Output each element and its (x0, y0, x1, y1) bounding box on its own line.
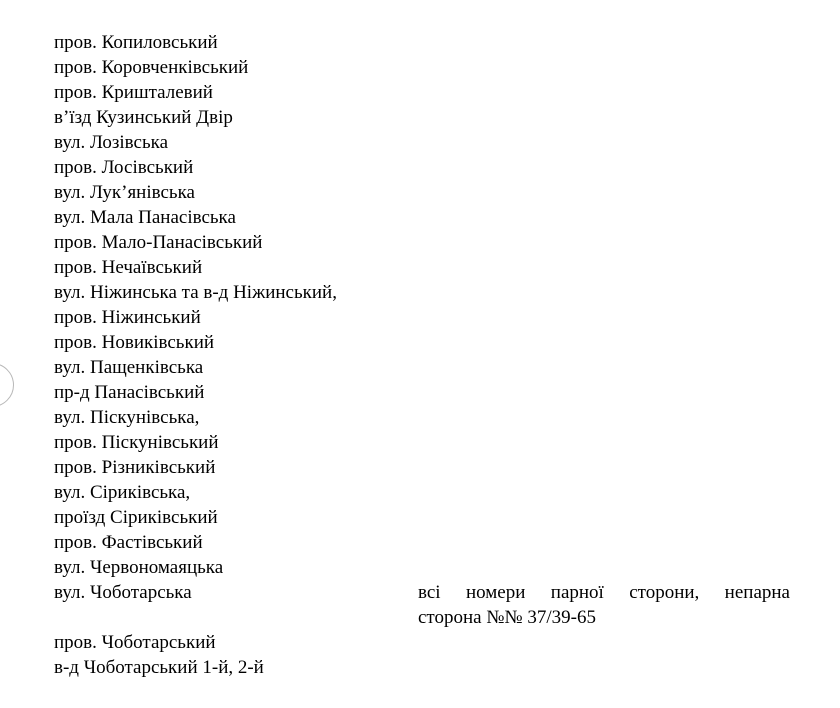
street-item: вул. Ніжинська та в-д Ніжинський, (54, 282, 337, 303)
street-item: в-д Чоботарський 1-й, 2-й (54, 657, 264, 678)
street-item: пров. Фастівський (54, 532, 203, 553)
note-line-2: сторона №№ 37/39-65 (418, 607, 596, 628)
street-item: пров. Нечаївський (54, 257, 203, 278)
street-item: проїзд Сіриківський (54, 507, 218, 528)
street-item: вул. Пащенківська (54, 357, 204, 378)
street-item: вул. Лозівська (54, 132, 168, 153)
circle-icon (0, 363, 14, 407)
street-item: пров. Копиловський (54, 32, 218, 53)
house-numbers-note (418, 580, 790, 630)
street-item: пров. Різниківський (54, 457, 216, 478)
street-item: вул. Мала Панасівська (54, 207, 236, 228)
street-item: пров. Коровченківський (54, 57, 249, 78)
street-item: пров. Чоботарський (54, 632, 216, 653)
street-item: пров. Мало-Панасівський (54, 232, 263, 253)
street-item: вул. Сіриківська, (54, 482, 191, 503)
street-item: в’їзд Кузинський Двір (54, 107, 233, 128)
street-item: вул. Чоботарська (54, 582, 192, 603)
street-item: пров. Кришталевий (54, 82, 213, 103)
street-item: пров. Ніжинський (54, 307, 201, 328)
street-item: вул. Піскунівська, (54, 407, 200, 428)
street-item: пров. Новиківський (54, 332, 215, 353)
street-item: вул. Червономаяцька (54, 557, 224, 578)
street-item: пров. Лосівський (54, 157, 194, 178)
note-line-1: всі номери парної сторони, непарна (418, 582, 790, 603)
street-item: вул. Лук’янівська (54, 182, 195, 203)
street-list (54, 30, 337, 680)
street-item: пр-д Панасівський (54, 382, 205, 403)
street-item: пров. Піскунівський (54, 432, 219, 453)
